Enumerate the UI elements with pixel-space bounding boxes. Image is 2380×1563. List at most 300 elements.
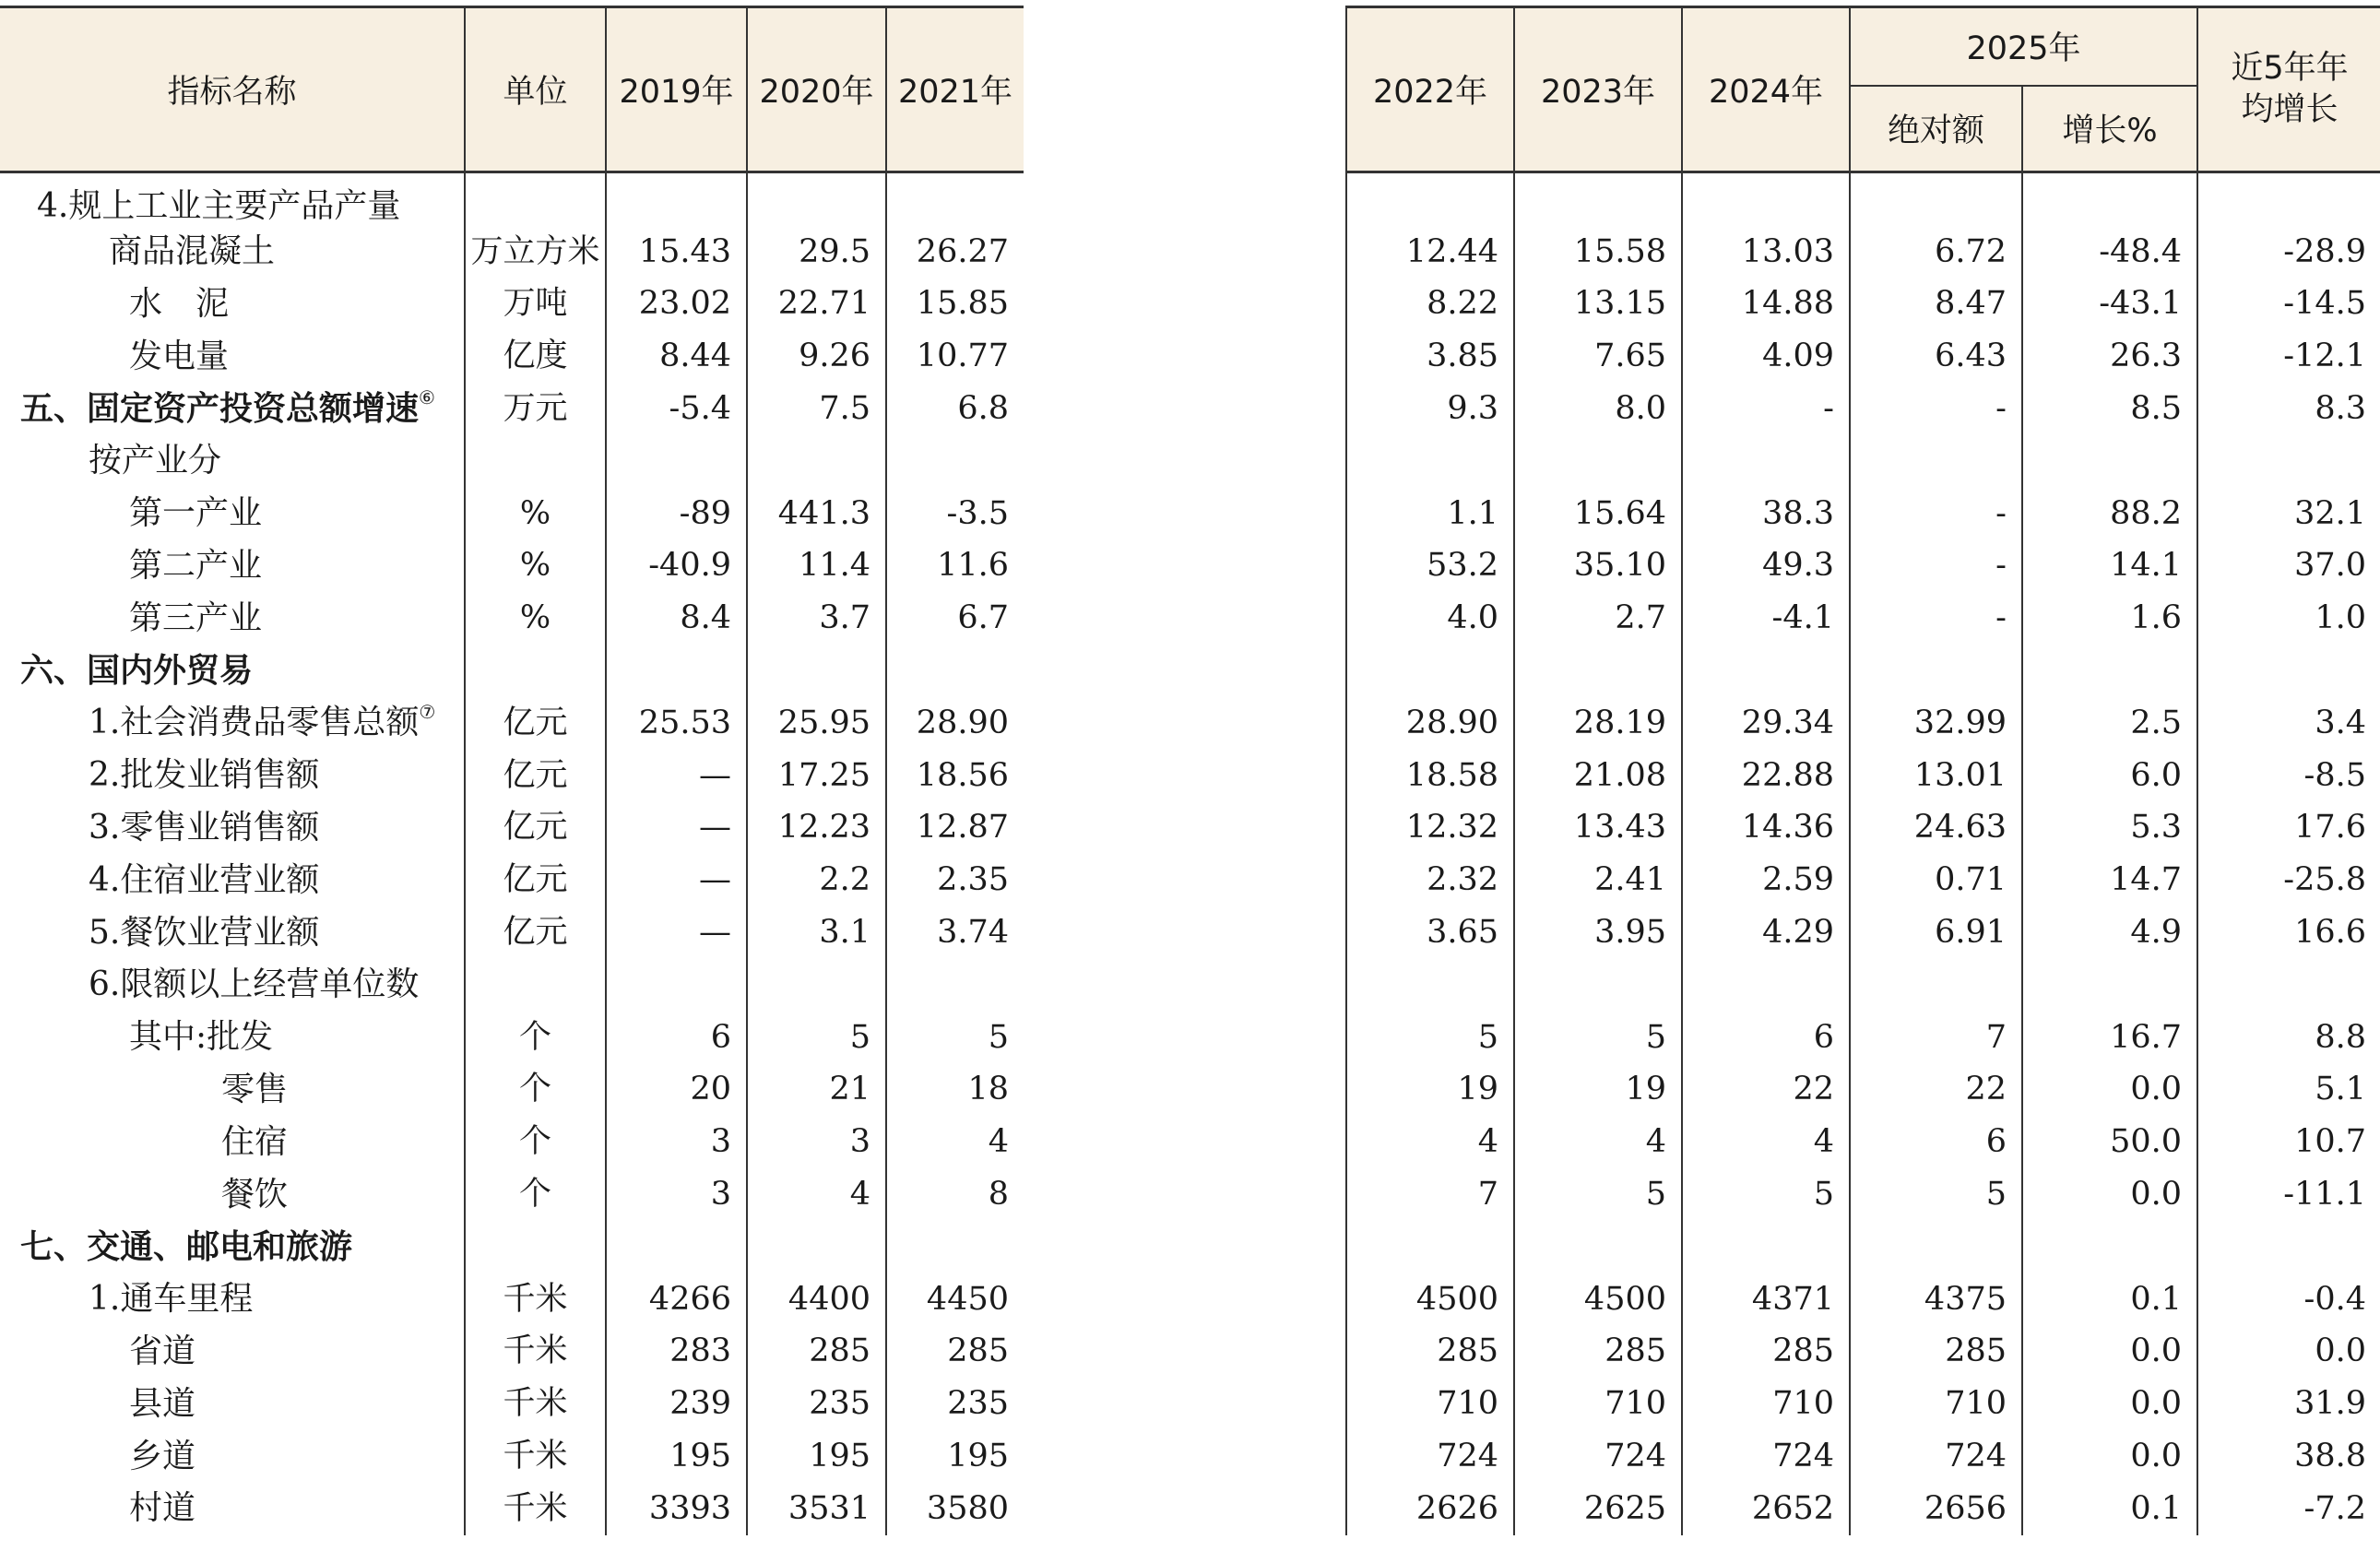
unit-cell: 千米 [465,1326,606,1379]
value-2020: 21 [747,1064,886,1117]
header-2025: 2025年 [1850,7,2197,86]
table-row [0,1012,1024,1064]
indicator-name-cell [0,435,465,488]
value-2019: 6 [606,1012,747,1064]
value-2025-growth: 0.1 [2022,1483,2197,1535]
value-2019: — [606,802,747,855]
value-2022: 3.65 [1346,906,1514,959]
value-2025-absolute [1850,959,2022,1012]
value-2025-growth [2022,959,2197,1012]
value-2023: 3.95 [1514,906,1682,959]
value-2021: 5 [886,1012,1024,1064]
value-2022: 7 [1346,1168,1514,1221]
indicator-name-cell [0,697,465,750]
table-row [1346,1012,2380,1064]
value-2025-growth: 88.2 [2022,488,2197,540]
indicator-name-cell [0,854,465,906]
value-2025-growth: 0.1 [2022,1273,2197,1326]
unit-cell: 亿元 [465,906,606,959]
value-2023: 285 [1514,1326,1682,1379]
value-2019: 195 [606,1430,747,1483]
unit-cell: % [465,592,606,645]
value-2025-growth: 6.0 [2022,750,2197,802]
value-2024: 2.59 [1682,854,1850,906]
value-2020: 22.71 [747,278,886,331]
table-row [1346,959,2380,1012]
value-2021: 12.87 [886,802,1024,855]
value-2019: 4266 [606,1273,747,1326]
value-2025-absolute: 6.43 [1850,330,2022,383]
indicator-name-cell [0,1012,465,1064]
value-5yr-avg-growth: -11.1 [2197,1168,2380,1221]
value-2023 [1514,172,1682,226]
value-2020: 4 [747,1168,886,1221]
value-2020: 3.1 [747,906,886,959]
value-2020: 5 [747,1012,886,1064]
value-2022: 2.32 [1346,854,1514,906]
unit-cell: 千米 [465,1378,606,1430]
unit-cell: 千米 [465,1483,606,1535]
indicator-name-cell [0,1168,465,1221]
table-row [0,906,1024,959]
value-5yr-avg-growth: 31.9 [2197,1378,2380,1430]
indicator-name: 第二产业 [129,546,263,585]
value-2021: 3580 [886,1483,1024,1535]
value-2025-growth: 0.0 [2022,1064,2197,1117]
table-row [1346,540,2380,593]
value-2021: 3.74 [886,906,1024,959]
indicator-name: 第三产业 [129,598,263,637]
value-2025-absolute [1850,645,2022,697]
table-row [0,1378,1024,1430]
indicator-name-cell [0,278,465,331]
value-2019: -89 [606,488,747,540]
table-row [0,278,1024,331]
table-row [1346,1483,2380,1535]
value-2023: 8.0 [1514,383,1682,435]
table-row [1346,645,2380,697]
value-2023: 15.64 [1514,488,1682,540]
value-2025-growth: 26.3 [2022,330,2197,383]
header-2021: 2021年 [886,7,1024,172]
value-5yr-avg-growth: 32.1 [2197,488,2380,540]
value-2024: 4.29 [1682,906,1850,959]
table-row [1346,1116,2380,1168]
value-5yr-avg-growth: -12.1 [2197,330,2380,383]
value-5yr-avg-growth [2197,435,2380,488]
table-row [0,383,1024,435]
table-row [0,1483,1024,1535]
unit-cell: 个 [465,1116,606,1168]
value-2023: 5 [1514,1168,1682,1221]
indicator-name: 4.住宿业营业额 [89,860,320,899]
value-2022 [1346,435,1514,488]
value-2019: 25.53 [606,697,747,750]
value-2020: 3.7 [747,592,886,645]
value-2024: 710 [1682,1378,1850,1430]
value-2024: 4.09 [1682,330,1850,383]
value-2024: 285 [1682,1326,1850,1379]
value-2021: 195 [886,1430,1024,1483]
value-2025-absolute: 7 [1850,1012,2022,1064]
value-5yr-avg-growth: 5.1 [2197,1064,2380,1117]
value-2022: 19 [1346,1064,1514,1117]
value-2019: 3 [606,1168,747,1221]
value-5yr-avg-growth: 16.6 [2197,906,2380,959]
table-row [1346,278,2380,331]
value-2021: 8 [886,1168,1024,1221]
value-2025-growth: 16.7 [2022,1012,2197,1064]
indicator-name-cell [0,1430,465,1483]
value-2021: 2.35 [886,854,1024,906]
value-2023 [1514,645,1682,697]
value-5yr-avg-growth [2197,1221,2380,1273]
value-2022: 285 [1346,1326,1514,1379]
footnote-mark: ⑦ [419,701,436,724]
value-2023 [1514,1221,1682,1273]
value-2023: 13.15 [1514,278,1682,331]
value-5yr-avg-growth: -28.9 [2197,226,2380,278]
value-2023: 724 [1514,1430,1682,1483]
value-2022: 3.85 [1346,330,1514,383]
value-2023: 15.58 [1514,226,1682,278]
value-2021: 4 [886,1116,1024,1168]
value-2020: 2.2 [747,854,886,906]
unit-cell [465,645,606,697]
value-2021: -3.5 [886,488,1024,540]
indicator-name-cell [0,1483,465,1535]
value-2025-absolute: 8.47 [1850,278,2022,331]
indicator-name-cell [0,330,465,383]
value-2019: 8.4 [606,592,747,645]
table-row [1346,1430,2380,1483]
value-2021: 18 [886,1064,1024,1117]
value-2019: 23.02 [606,278,747,331]
value-2022 [1346,172,1514,226]
value-2025-growth: 0.0 [2022,1378,2197,1430]
table-row [1346,697,2380,750]
table-row [1346,906,2380,959]
unit-cell: 亿元 [465,802,606,855]
value-2023: 13.43 [1514,802,1682,855]
value-2023: 21.08 [1514,750,1682,802]
value-2020: 441.3 [747,488,886,540]
unit-cell: 千米 [465,1273,606,1326]
indicator-name: 乡道 [129,1437,196,1475]
value-5yr-avg-growth: 37.0 [2197,540,2380,593]
value-2024 [1682,172,1850,226]
value-2021 [886,959,1024,1012]
header-2024: 2024年 [1682,7,1850,172]
indicator-name-cell [0,750,465,802]
value-2022: 9.3 [1346,383,1514,435]
indicator-name: 七、交通、邮电和旅游 [20,1226,353,1266]
indicator-name: 发电量 [129,337,230,375]
indicator-name: 4.规上工业主要产品产量 [37,187,401,226]
value-2025-growth: 14.1 [2022,540,2197,593]
table-row [1346,435,2380,488]
value-2021 [886,645,1024,697]
table-row [0,488,1024,540]
value-2021 [886,435,1024,488]
value-2025-growth: 4.9 [2022,906,2197,959]
indicator-name-cell [0,226,465,278]
value-2019: 283 [606,1326,747,1379]
value-2019: — [606,854,747,906]
value-2020: 4400 [747,1273,886,1326]
value-2024: 38.3 [1682,488,1850,540]
value-2023: 2625 [1514,1483,1682,1535]
table-row [0,802,1024,855]
value-5yr-avg-growth: 10.7 [2197,1116,2380,1168]
indicator-name: 1.社会消费品零售总额 [89,704,420,742]
indicator-name-cell [0,959,465,1012]
table-row [1346,1064,2380,1117]
value-2020: 285 [747,1326,886,1379]
value-2019 [606,645,747,697]
table-row [1346,750,2380,802]
value-2025-growth: 50.0 [2022,1116,2197,1168]
value-2020: 11.4 [747,540,886,593]
value-2025-absolute: 2656 [1850,1483,2022,1535]
table-row [0,1326,1024,1379]
indicator-name-cell [0,592,465,645]
indicator-name: 1.通车里程 [89,1280,254,1319]
table-row [0,1064,1024,1117]
value-2025-growth: 2.5 [2022,697,2197,750]
value-2025-absolute [1850,172,2022,226]
table-row [1346,802,2380,855]
table-row [1346,1221,2380,1273]
indicator-name-cell [0,488,465,540]
value-2025-absolute [1850,1221,2022,1273]
value-5yr-avg-growth [2197,645,2380,697]
indicator-name: 住宿 [221,1122,289,1161]
header-2025-absolute: 绝对额 [1850,86,2022,172]
value-2025-absolute: - [1850,488,2022,540]
indicator-name: 水 泥 [129,284,230,323]
value-2025-absolute: 724 [1850,1430,2022,1483]
value-2021: 6.8 [886,383,1024,435]
unit-cell: % [465,540,606,593]
indicator-name: 六、国内外贸易 [20,651,254,691]
value-2022: 1.1 [1346,488,1514,540]
unit-cell: 千米 [465,1430,606,1483]
value-2020: 195 [747,1430,886,1483]
table-row [0,1116,1024,1168]
value-2025-growth [2022,435,2197,488]
left-table-body [0,172,1024,1535]
indicator-name: 5.餐饮业营业额 [89,913,320,952]
header-2023: 2023年 [1514,7,1682,172]
table-row [0,1168,1024,1221]
table-row [0,750,1024,802]
value-2023: 2.41 [1514,854,1682,906]
value-2020: 235 [747,1378,886,1430]
table-row [1346,383,2380,435]
value-2021: 285 [886,1326,1024,1379]
value-2022 [1346,959,1514,1012]
table-row [1346,330,2380,383]
value-2025-growth: 0.0 [2022,1430,2197,1483]
indicator-name: 县道 [129,1384,196,1423]
value-2021: 26.27 [886,226,1024,278]
table-row [0,226,1024,278]
value-2022: 5 [1346,1012,1514,1064]
table-row [1346,854,2380,906]
header-2019: 2019年 [606,7,747,172]
value-5yr-avg-growth [2197,172,2380,226]
table-row [1346,226,2380,278]
value-2025-growth: 0.0 [2022,1326,2197,1379]
table-row [0,1273,1024,1326]
value-5yr-avg-growth: 38.8 [2197,1430,2380,1483]
header-2025-growth: 增长% [2022,86,2197,172]
unit-cell [465,172,606,226]
unit-cell: 万元 [465,383,606,435]
value-2025-growth: -48.4 [2022,226,2197,278]
value-2020: 29.5 [747,226,886,278]
value-2019 [606,959,747,1012]
value-2019: -5.4 [606,383,747,435]
value-2025-growth [2022,1221,2197,1273]
value-2025-absolute: - [1850,540,2022,593]
value-2024 [1682,959,1850,1012]
indicator-name-cell [0,1116,465,1168]
indicator-name-cell [0,645,465,697]
value-2025-growth: -43.1 [2022,278,2197,331]
unit-cell: 亿度 [465,330,606,383]
value-2025-growth: 1.6 [2022,592,2197,645]
value-2019: 8.44 [606,330,747,383]
value-2021: 15.85 [886,278,1024,331]
value-2025-growth: 14.7 [2022,854,2197,906]
value-2024: 22.88 [1682,750,1850,802]
table-row [1346,592,2380,645]
value-2022: 724 [1346,1430,1514,1483]
value-2019: 239 [606,1378,747,1430]
value-2021: 235 [886,1378,1024,1430]
value-2022: 12.44 [1346,226,1514,278]
right-table-header [1346,7,2380,172]
value-2019 [606,172,747,226]
value-2025-absolute: 4375 [1850,1273,2022,1326]
indicator-name: 零售 [221,1070,289,1108]
value-2022: 28.90 [1346,697,1514,750]
value-2024 [1682,435,1850,488]
header-unit: 单位 [465,7,606,172]
table-row [0,435,1024,488]
header-2022: 2022年 [1346,7,1514,172]
value-2025-growth: 5.3 [2022,802,2197,855]
unit-cell [465,959,606,1012]
value-2025-growth [2022,172,2197,226]
value-2022 [1346,645,1514,697]
unit-cell: % [465,488,606,540]
unit-cell [465,435,606,488]
value-2025-growth: 8.5 [2022,383,2197,435]
value-2020: 3 [747,1116,886,1168]
value-2024: 4 [1682,1116,1850,1168]
value-2024: 14.88 [1682,278,1850,331]
table-row [0,592,1024,645]
value-2024 [1682,1221,1850,1273]
indicator-name-cell [0,1326,465,1379]
table-row [0,1221,1024,1273]
value-2019 [606,1221,747,1273]
value-2022: 4 [1346,1116,1514,1168]
indicator-name: 商品混凝土 [109,232,276,271]
value-2024: 724 [1682,1430,1850,1483]
unit-cell: 万吨 [465,278,606,331]
indicator-name-cell [0,906,465,959]
unit-cell: 亿元 [465,697,606,750]
indicator-name: 3.零售业销售额 [89,808,320,847]
value-2021: 18.56 [886,750,1024,802]
indicator-name: 第一产业 [129,494,263,533]
value-2025-absolute: 710 [1850,1378,2022,1430]
value-2024 [1682,645,1850,697]
value-5yr-avg-growth: -8.5 [2197,750,2380,802]
value-2024: - [1682,383,1850,435]
indicator-name: 其中:批发 [129,1018,274,1057]
header-5yr-avg-growth-label: 近5年年均增长 [2231,49,2349,128]
value-2024: 49.3 [1682,540,1850,593]
indicator-name: 五、固定资产投资总额增速 [20,389,420,429]
value-2025-absolute: 24.63 [1850,802,2022,855]
value-2025-absolute [1850,435,2022,488]
value-2020 [747,172,886,226]
value-2021: 28.90 [886,697,1024,750]
indicator-name: 按产业分 [89,442,222,480]
value-5yr-avg-growth: 0.0 [2197,1326,2380,1379]
indicator-name-cell [0,172,465,226]
right-table-body [1346,172,2380,1535]
table-row [0,172,1024,226]
unit-cell: 个 [465,1012,606,1064]
indicator-name-cell [0,802,465,855]
value-2019: 15.43 [606,226,747,278]
indicator-name: 餐饮 [221,1175,289,1214]
value-2019: — [606,906,747,959]
footnote-mark: ⑥ [419,386,435,409]
value-2025-absolute: 32.99 [1850,697,2022,750]
value-2025-absolute: - [1850,383,2022,435]
value-2025-absolute: 6.72 [1850,226,2022,278]
value-2024: 29.34 [1682,697,1850,750]
value-2023: 19 [1514,1064,1682,1117]
value-2025-absolute: 22 [1850,1064,2022,1117]
left-table [0,6,1024,1535]
value-2020: 7.5 [747,383,886,435]
value-2023: 28.19 [1514,697,1682,750]
indicator-name-cell [0,1378,465,1430]
value-2019: -40.9 [606,540,747,593]
value-5yr-avg-growth: 1.0 [2197,592,2380,645]
table-row [1346,172,2380,226]
value-5yr-avg-growth [2197,959,2380,1012]
indicator-name: 省道 [129,1332,196,1370]
value-2020: 9.26 [747,330,886,383]
table-row [0,959,1024,1012]
table-row [1346,1273,2380,1326]
unit-cell: 亿元 [465,750,606,802]
unit-cell: 万立方米 [465,226,606,278]
indicator-name-cell [0,1064,465,1117]
value-2023 [1514,959,1682,1012]
value-2024: -4.1 [1682,592,1850,645]
value-2019: 3 [606,1116,747,1168]
